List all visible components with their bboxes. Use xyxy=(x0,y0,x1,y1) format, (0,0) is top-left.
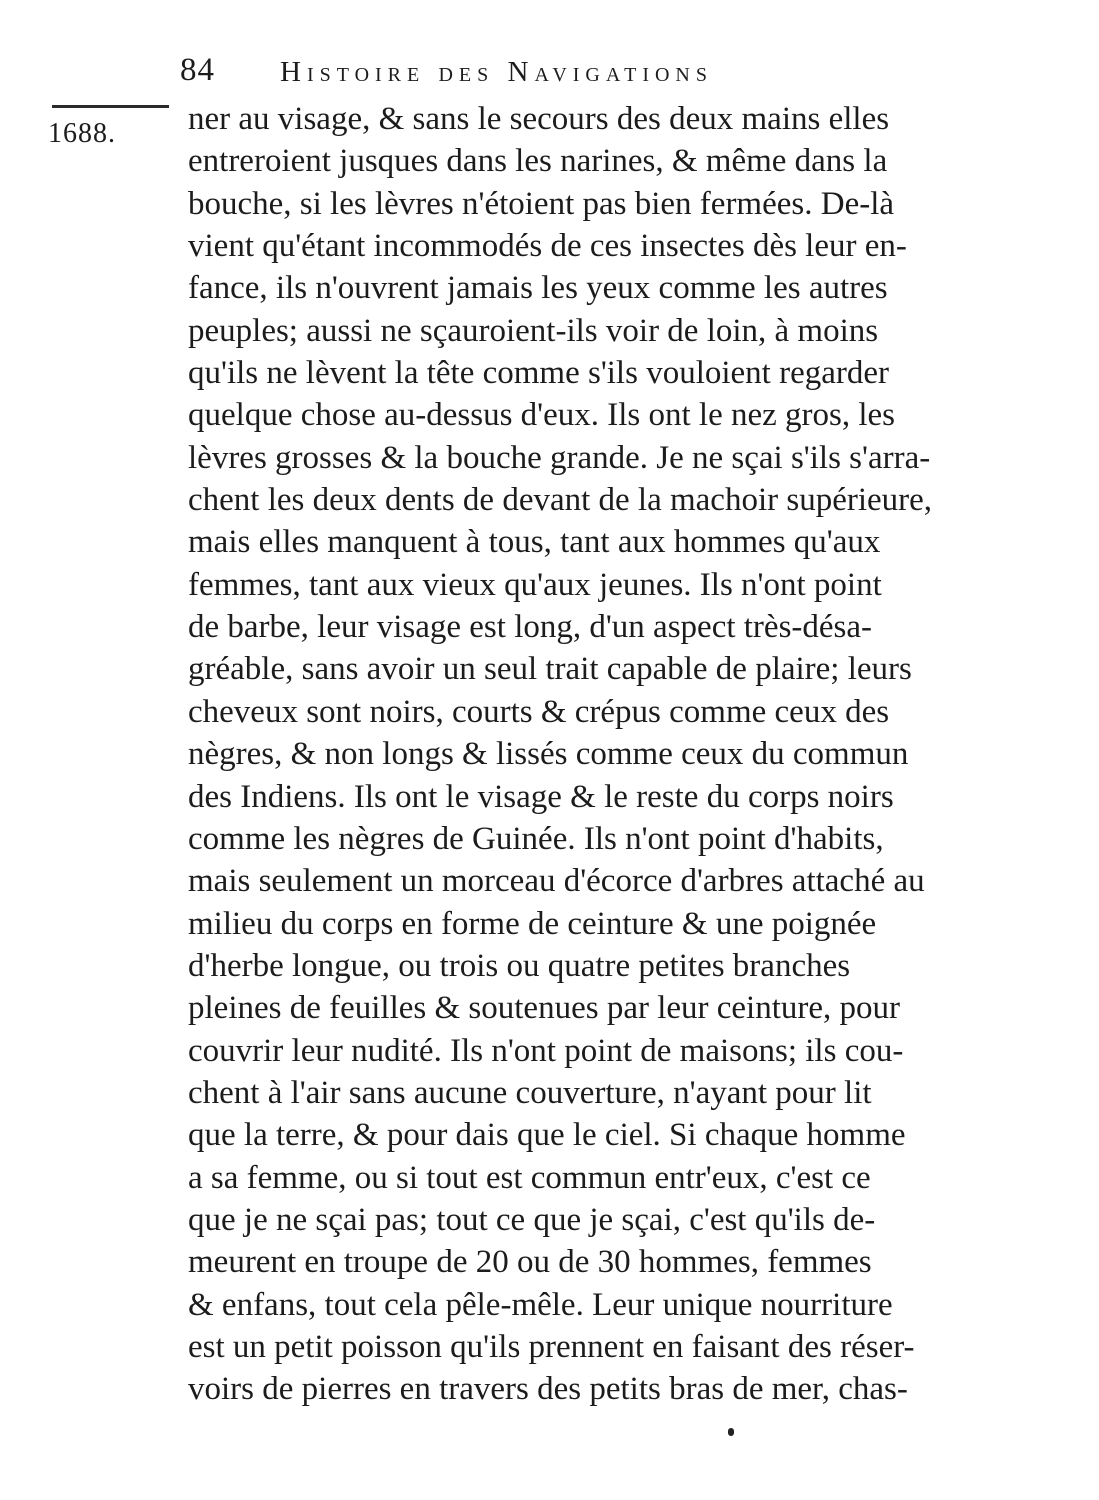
text-line: milieu du corps en forme de ceinture & une poignée xyxy=(188,905,877,942)
text-line: qu'ils ne lèvent la tête comme s'ils vouloient regarder xyxy=(188,355,890,392)
text-line: que la terre, & pour dais que le ciel. Si chaque homme xyxy=(188,1117,906,1154)
text-line: femmes, tant aux vieux qu'aux jeunes. Ils n'ont point xyxy=(188,566,882,603)
text-line: a sa femme, ou si tout est commun entr'eux, c'est ce xyxy=(188,1159,871,1196)
text-line: peuples; aussi ne sçauroient-ils voir de loin, à moins xyxy=(188,312,879,349)
text-line: cheveux sont noirs, courts & crépus comme ceux des xyxy=(188,693,890,730)
text-line: gréable, sans avoir un seul trait capable de plaire; leurs xyxy=(188,651,912,688)
text-line: ner au visage, & sans le secours des deux mains elles xyxy=(188,101,890,137)
text-line: chent à l'air sans aucune couverture, n'ayant pour lit xyxy=(188,1074,872,1111)
text-line: nègres, & non longs & lissés comme ceux du commun xyxy=(188,736,909,773)
text-line: lèvres grosses & la bouche grande. Je ne sçai s'ils s'arra- xyxy=(188,439,931,476)
text-line: meurent en troupe de 20 ou de 30 hommes, femmes xyxy=(188,1244,872,1281)
text-line: quelque chose au-dessus d'eux. Ils ont le nez gros, les xyxy=(188,397,896,434)
text-line: est un petit poisson qu'ils prennent en faisant des réser- xyxy=(188,1328,915,1365)
page-number: 84 xyxy=(180,52,215,88)
page-header xyxy=(180,44,900,94)
text-line: vient qu'étant incommodés de ces insectes dès leur en- xyxy=(188,228,907,265)
text-line: chent les deux dents de devant de la machoir supérieure, xyxy=(188,482,933,519)
body-text xyxy=(188,98,1040,1411)
text-line: fance, ils n'ouvrent jamais les yeux comme les autres xyxy=(188,270,888,307)
text-line: d'herbe longue, ou trois ou quatre petites branches xyxy=(188,947,851,984)
text-line: des Indiens. Ils ont le visage & le reste du corps noirs xyxy=(188,778,894,815)
text-line: de barbe, leur visage est long, d'un aspect très-désa- xyxy=(188,609,873,646)
text-line: bouche, si les lèvres n'étoient pas bien fermées. De-là xyxy=(188,185,895,222)
text-line: mais elles manquent à tous, tant aux hommes qu'aux xyxy=(188,524,881,561)
running-title: Histoire des Navigations xyxy=(280,56,713,88)
text-line: pleines de feuilles & soutenues par leur ceinture, pour xyxy=(188,990,901,1027)
text-line: couvrir leur nudité. Ils n'ont point de maisons; ils cou- xyxy=(188,1032,904,1069)
text-line: voirs de pierres en travers des petits bras de mer, chas- xyxy=(188,1371,908,1408)
text-line: & enfans, tout cela pêle-mêle. Leur unique nourriture xyxy=(188,1286,893,1323)
ink-speck xyxy=(728,1428,734,1436)
text-line: mais seulement un morceau d'écorce d'arbres attaché au xyxy=(188,863,925,900)
text-line: que je ne sçai pas; tout ce que je sçai, c'est qu'ils de- xyxy=(188,1201,876,1238)
margin-rule xyxy=(52,105,169,108)
text-line: comme les nègres de Guinée. Ils n'ont point d'habits, xyxy=(188,820,884,857)
margin-year-note: 1688. xyxy=(48,118,116,149)
text-line: entreroient jusques dans les narines, & même dans la xyxy=(188,143,888,180)
